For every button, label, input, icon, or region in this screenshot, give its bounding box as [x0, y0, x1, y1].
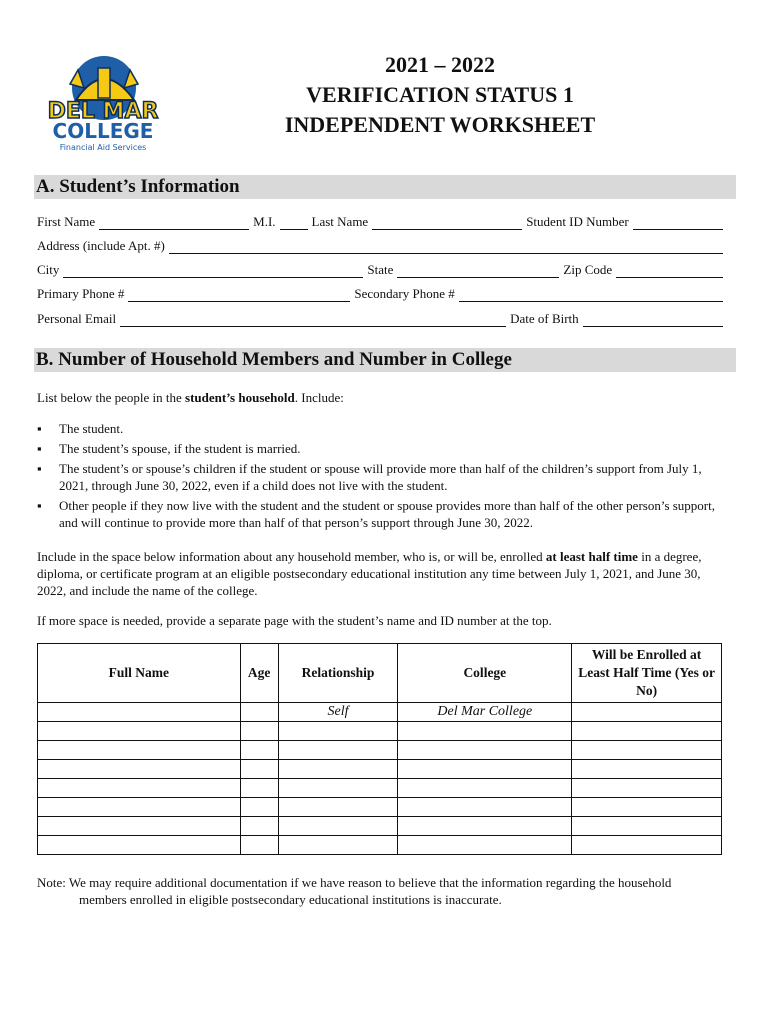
secondary-phone-field[interactable]: [459, 288, 723, 302]
city-row: [37, 260, 723, 278]
cell-age[interactable]: [240, 703, 278, 722]
first-name-field[interactable]: [99, 216, 249, 230]
col-full-name: Full Name: [38, 644, 241, 703]
logo-line1: DEL MAR: [47, 99, 159, 124]
del-mar-college-logo: [42, 50, 164, 158]
cell-college[interactable]: [398, 836, 572, 855]
last-name-label: Last Name: [311, 214, 369, 229]
mi-field[interactable]: [280, 216, 308, 230]
cell-age[interactable]: [240, 836, 278, 855]
cell-age[interactable]: [240, 722, 278, 741]
phone-row: [37, 284, 723, 302]
table-row: [38, 741, 722, 760]
cell-age[interactable]: [240, 817, 278, 836]
note-line1: Note: We may require additional documentation if we have reason to believe that the information regarding the household: [37, 875, 672, 890]
cell-college[interactable]: [398, 760, 572, 779]
primary-phone-field[interactable]: [128, 288, 350, 302]
col-age: Age: [240, 644, 278, 703]
title-status: VERIFICATION STATUS 1: [306, 82, 574, 107]
table-row: [38, 836, 722, 855]
table-row: [38, 817, 722, 836]
cell-enrolled[interactable]: [572, 817, 722, 836]
intro-bold: student’s household: [185, 390, 295, 405]
include-text-end: in a degree, diploma, or certificate program at an eligible postsecondary educational institution any time between July 1, 2021, and June 30, 2022, and include the name of the college.: [37, 549, 702, 598]
secondary-phone-label: Secondary Phone #: [354, 286, 455, 301]
cell-age[interactable]: [240, 798, 278, 817]
include-text: Include in the space below information about any household member, who is, or will be, enrolled: [37, 549, 546, 564]
col-enrolled: Will be Enrolled at Least Half Time (Yes or No): [572, 644, 722, 703]
table-row: [38, 703, 722, 722]
logo-tagline: Financial Aid Services: [59, 143, 147, 152]
email-field[interactable]: [120, 313, 506, 327]
cell-enrolled[interactable]: [572, 779, 722, 798]
col-relationship: Relationship: [278, 644, 398, 703]
cell-full-name[interactable]: [38, 741, 241, 760]
table-row: [38, 760, 722, 779]
cell-relationship[interactable]: [278, 741, 398, 760]
cell-age[interactable]: [240, 779, 278, 798]
cell-college[interactable]: [398, 779, 572, 798]
cell-enrolled[interactable]: [572, 722, 722, 741]
cell-full-name[interactable]: [38, 817, 241, 836]
note-line2: members enrolled in eligible postsecondary educational institutions is inaccurate.: [79, 892, 502, 907]
documentation-note: [37, 874, 727, 908]
address-row: [37, 236, 723, 254]
table-row: [38, 798, 722, 817]
section-a-heading: A. Student’s Information: [34, 175, 736, 199]
cell-full-name[interactable]: [38, 779, 241, 798]
cell-full-name[interactable]: [38, 703, 241, 722]
cell-college[interactable]: [398, 817, 572, 836]
title-worksheet: INDEPENDENT WORKSHEET: [284, 112, 596, 137]
first-name-label: First Name: [37, 214, 96, 229]
cell-relationship[interactable]: [278, 836, 398, 855]
student-id-field[interactable]: [633, 216, 723, 230]
student-id-label: Student ID Number: [526, 214, 629, 229]
cell-full-name[interactable]: [38, 836, 241, 855]
cell-relationship[interactable]: Self: [278, 703, 398, 722]
household-intro: [37, 389, 727, 406]
email-row: [37, 309, 723, 327]
cell-relationship[interactable]: [278, 722, 398, 741]
dob-field[interactable]: [583, 313, 723, 327]
state-field[interactable]: [397, 264, 559, 278]
name-row: [37, 212, 723, 230]
cell-relationship[interactable]: [278, 760, 398, 779]
cell-full-name[interactable]: [38, 798, 241, 817]
address-label: Address (include Apt. #): [37, 238, 165, 253]
mi-label: M.I.: [253, 214, 276, 229]
col-college: College: [398, 644, 572, 703]
table-header-row: [38, 644, 722, 703]
cell-age[interactable]: [240, 741, 278, 760]
more-space-note: If more space is needed, provide a separate page with the student’s name and ID number at the top.: [37, 613, 552, 628]
cell-relationship[interactable]: [278, 798, 398, 817]
cell-relationship[interactable]: [278, 817, 398, 836]
cell-college[interactable]: [398, 722, 572, 741]
last-name-field[interactable]: [372, 216, 522, 230]
title-year: 2021 – 2022: [385, 52, 495, 77]
household-bullets: [37, 420, 727, 534]
bullet-item: ▪ Other people if they now live with the student and the student or spouse provides more than half of the other person’s support, and will continue to provide more than half of that person’s support through June 30, 2022.: [37, 497, 727, 531]
table-row: [38, 779, 722, 798]
zip-field[interactable]: [616, 264, 723, 278]
page-title: [230, 50, 650, 140]
cell-enrolled[interactable]: [572, 798, 722, 817]
city-label: City: [37, 262, 60, 277]
state-label: State: [367, 262, 394, 277]
cell-full-name[interactable]: [38, 722, 241, 741]
dob-label: Date of Birth: [510, 311, 579, 326]
bullet-item: ▪ The student.: [37, 420, 727, 437]
zip-label: Zip Code: [563, 262, 613, 277]
cell-enrolled[interactable]: [572, 760, 722, 779]
primary-phone-label: Primary Phone #: [37, 286, 125, 301]
cell-full-name[interactable]: [38, 760, 241, 779]
cell-age[interactable]: [240, 760, 278, 779]
include-paragraph: [37, 548, 727, 599]
table-row: [38, 722, 722, 741]
cell-college[interactable]: Del Mar College: [398, 703, 572, 722]
bullet-item: ▪ The student’s spouse, if the student is married.: [37, 440, 727, 457]
cell-enrolled[interactable]: [572, 836, 722, 855]
cell-college[interactable]: [398, 741, 572, 760]
include-bold: at least half time: [545, 549, 638, 564]
cell-enrolled[interactable]: [572, 703, 722, 722]
cell-college[interactable]: [398, 798, 572, 817]
household-table: [37, 643, 722, 855]
cell-relationship[interactable]: [278, 779, 398, 798]
bullet-item: ▪ The student’s or spouse’s children if the student or spouse will provide more than half of the children’s support from July 1, 2021, through June 30, 2022, even if a child does not live with the student.: [37, 460, 727, 494]
section-b-heading: B. Number of Household Members and Number in College: [34, 348, 736, 372]
intro-text-end: . Include:: [294, 390, 344, 405]
address-field[interactable]: [169, 240, 723, 254]
email-label: Personal Email: [37, 311, 117, 326]
logo-line2: COLLEGE: [52, 119, 154, 143]
intro-text: List below the people in the: [37, 390, 186, 405]
cell-enrolled[interactable]: [572, 741, 722, 760]
city-field[interactable]: [63, 264, 363, 278]
